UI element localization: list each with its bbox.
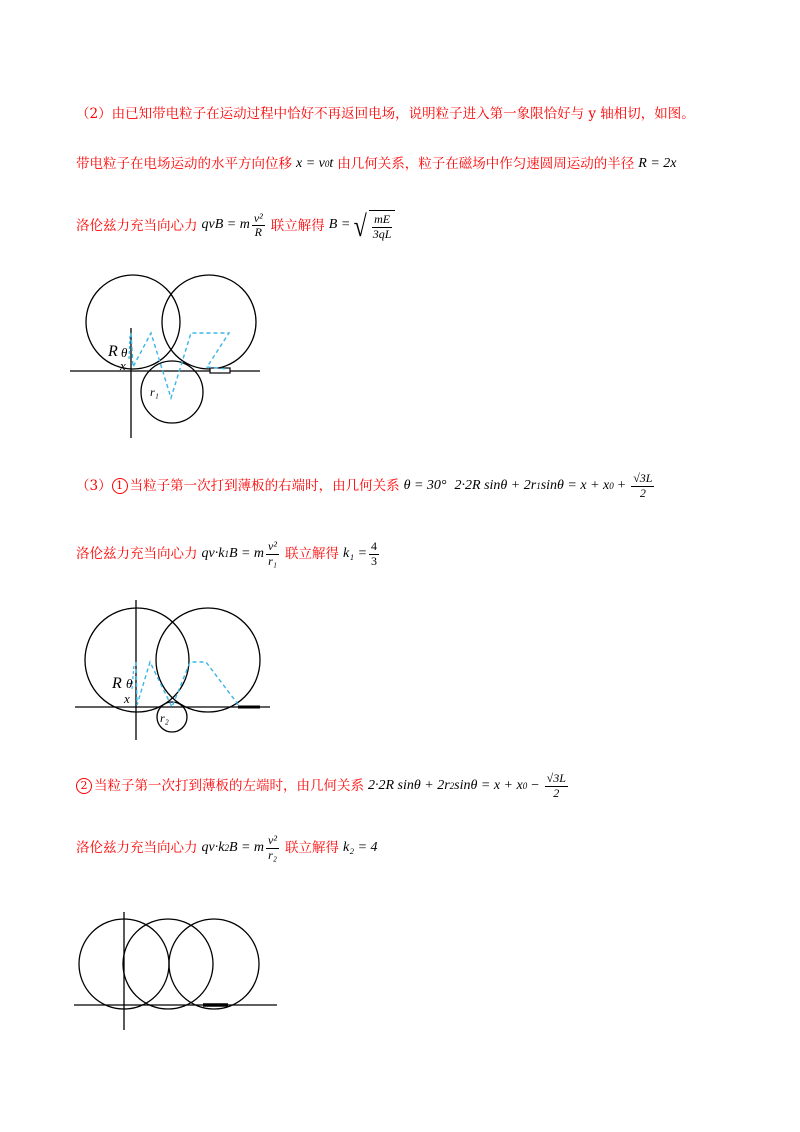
- eq-theta-30: θ = 30°: [403, 477, 447, 493]
- part2-lorentz-line: [76, 210, 399, 242]
- fig2-circle-right: [156, 608, 260, 712]
- circled-number-2: 2: [76, 778, 92, 794]
- part2-line1: 由已知带电粒子在运动过程中恰好不再返回电场，说明粒子进入第一象限恰好与 y 轴相切，如图。: [111, 106, 695, 122]
- fig2-label-x: x: [124, 691, 130, 706]
- eq-geom-2: 2·2R sinθ + 2r 2 sinθ = x + x 0 − $\frac{√3L}{2}$: [368, 771, 566, 800]
- part3-d-line: [76, 834, 382, 863]
- fig1-label-theta: θ: [121, 345, 128, 360]
- fig2-label-theta: θ: [126, 676, 133, 691]
- figure-2: [70, 600, 270, 745]
- fig1-label-x: x: [120, 358, 126, 373]
- part2-intro: [76, 106, 695, 122]
- eq-qvk1b: qv·k 1 B = m $\frac{\text{v²}}{\text{r₁}}$: [201, 539, 277, 568]
- line3-mid: 联立解得: [270, 217, 325, 234]
- fig2-circle-left: [85, 608, 189, 712]
- fig1-plate: [210, 368, 230, 373]
- circled-number-1: 1: [112, 478, 128, 494]
- part2-displacement-line: [76, 156, 680, 173]
- part3-c-line: [76, 772, 574, 801]
- line3-pre: 洛伦兹力充当向心力: [76, 217, 198, 234]
- part3-b-pre: 洛伦兹力充当向心力: [76, 546, 198, 563]
- fig1-label-R: R: [108, 343, 118, 360]
- part3-a-text: 当粒子第一次打到薄板的右端时，由几何关系: [129, 478, 400, 495]
- fig1-circle-right: [162, 275, 256, 369]
- eq-k2-result: k₂ = 4: [342, 839, 378, 855]
- part3-d-pre: 洛伦兹力充当向心力: [76, 840, 198, 857]
- fig3-circle-2: [123, 919, 213, 1009]
- eq-b-result: B = √ $\frac{mE}{3qL}$: [329, 210, 396, 242]
- line2-pre: 带电粒子在电场运动的水平方向位移: [76, 156, 292, 173]
- eq-k1-result: k₁ = $\frac{4}{3}$: [342, 539, 378, 568]
- figure-1: [70, 280, 270, 445]
- figure-3: [72, 912, 282, 1032]
- fig1-circle-left: [86, 275, 180, 369]
- part2-label: （2）: [76, 106, 112, 122]
- fig2-label-R: R: [112, 675, 122, 692]
- part3-b-line: [76, 540, 385, 569]
- part3-b-mid: 联立解得: [284, 546, 339, 563]
- part3-a-line: [76, 472, 660, 501]
- eq-r-2x: R = 2x: [638, 156, 677, 171]
- part3-c-text: 当粒子第一次打到薄板的左端时，由几何关系: [94, 778, 364, 795]
- fig1-label-r1: r₁: [150, 385, 159, 399]
- eq-qvk2b: qv·k 2 B = m $\frac{\text{v²}}{\text{r₂}}$: [201, 833, 277, 862]
- fig2-label-r2: r₂: [160, 711, 169, 725]
- part3-label: （3）: [76, 478, 112, 495]
- eq-geom-1: 2·2R sinθ + 2r 1 sinθ = x + x 0 + $\frac{√3L}{2}$: [454, 471, 653, 500]
- fig1-trajectory: [131, 333, 229, 398]
- line2-mid: 由几何关系，粒子在磁场中作匀速圆周运动的半径: [337, 156, 635, 173]
- eq-qvb: qvB = m $\frac{\text{v²}}{R}$: [201, 210, 263, 240]
- eq-x-v0t: x = v 0 t: [296, 156, 334, 171]
- fig3-circle-3: [169, 919, 259, 1009]
- part3-d-mid: 联立解得: [284, 840, 339, 857]
- fig1-radius-line: [129, 336, 130, 359]
